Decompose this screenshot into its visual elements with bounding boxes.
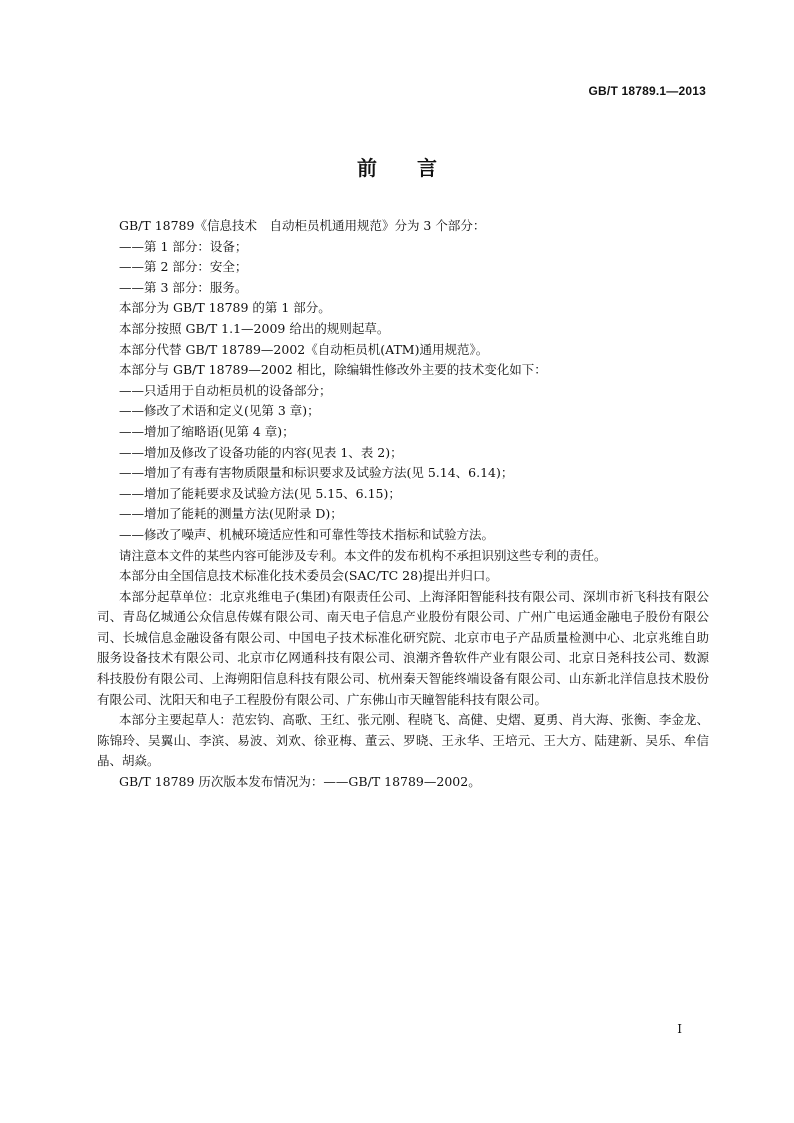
list-item: ——修改了术语和定义(见第 3 章)； [119,403,320,419]
list-item: ——第 1 部分：设备； [119,238,248,254]
paragraph: 本部分由全国信息技术标准化技术委员会(SAC/TC 28)提出并归口。 [119,568,498,584]
list-item: ——第 3 部分：服务。 [119,279,248,295]
list-item: ——增加了能耗要求及试验方法(见 5.15、6.15)； [119,485,401,501]
version-history: GB/T 18789 历次版本发布情况为：——GB/T 18789—2002。 [119,774,481,790]
paragraph: 本部分为 GB/T 18789 的第 1 部分。 [119,300,331,316]
drafters: 本部分主要起草人：范宏钧、高歌、王红、张元刚、程晓飞、高健、史熠、夏勇、肖大海、张衡、李金龙、陈锦玲、吴翼山、李滨、易波、刘欢、徐亚梅、董云、罗晓、王永华、王培元、王大方、陆建新、吴乐、牟信晶、胡焱。 [97,712,709,769]
page-number: I [677,1022,682,1036]
list-item: ——只适用于自动柜员机的设备部分； [119,382,332,398]
list-item: ——第 2 部分：安全； [119,259,248,275]
standard-code: GB/T 18789.1—2013 [588,84,706,98]
list-item: ——增加了缩略语(见第 4 章)； [119,423,295,439]
list-item: ——增加了能耗的测量方法(见附录 D)； [119,506,343,522]
page-title: 前言 [357,156,477,180]
paragraph: 请注意本文件的某些内容可能涉及专利。本文件的发布机构不承担识别这些专利的责任。 [119,547,607,563]
paragraph: 本部分与 GB/T 18789—2002 相比，除编辑性修改外主要的技术变化如下： [119,362,547,378]
paragraph: 本部分代替 GB/T 18789—2002《自动柜员机(ATM)通用规范》。 [119,341,489,357]
list-item: ——修改了噪声、机械环境适应性和可靠性等技术指标和试验方法。 [119,526,495,542]
drafting-organizations: 本部分起草单位：北京兆维电子(集团)有限责任公司、上海泽阳智能科技有限公司、深圳市祈飞科技有限公司、青岛亿城通公众信息传媒有限公司、南天电子信息产业股份有限公司、广州广电运通金融电子股份有限公司、长城信息金融设备有限公司、中国电子技术标准化研究院、北京市电子产品质量检测中心、北京兆维自助服务设备技术有限公司、北京市亿网通科技有限公司、浪潮齐鲁软件产业有限公司、北京日尧科技公司、数源科技股份有限公司、上海朔阳信息科技有限公司、杭州秦天智能终端设备有限公司、山东新北洋信息技术股份有限公司、沈阳天和电子工程股份有限公司、广东佛山市天瞳智能科技有限公司。 [97,588,709,707]
list-item: ——增加了有毒有害物质限量和标识要求及试验方法(见 5.14、6.14)； [119,465,514,481]
list-item: ——增加及修改了设备功能的内容(见表 1、表 2)； [119,444,403,460]
foreword-body [97,216,709,793]
paragraph: GB/T 18789《信息技术 自动柜员机通用规范》分为 3 个部分： [119,218,486,233]
paragraph: 本部分按照 GB/T 1.1—2009 给出的规则起草。 [119,320,390,336]
